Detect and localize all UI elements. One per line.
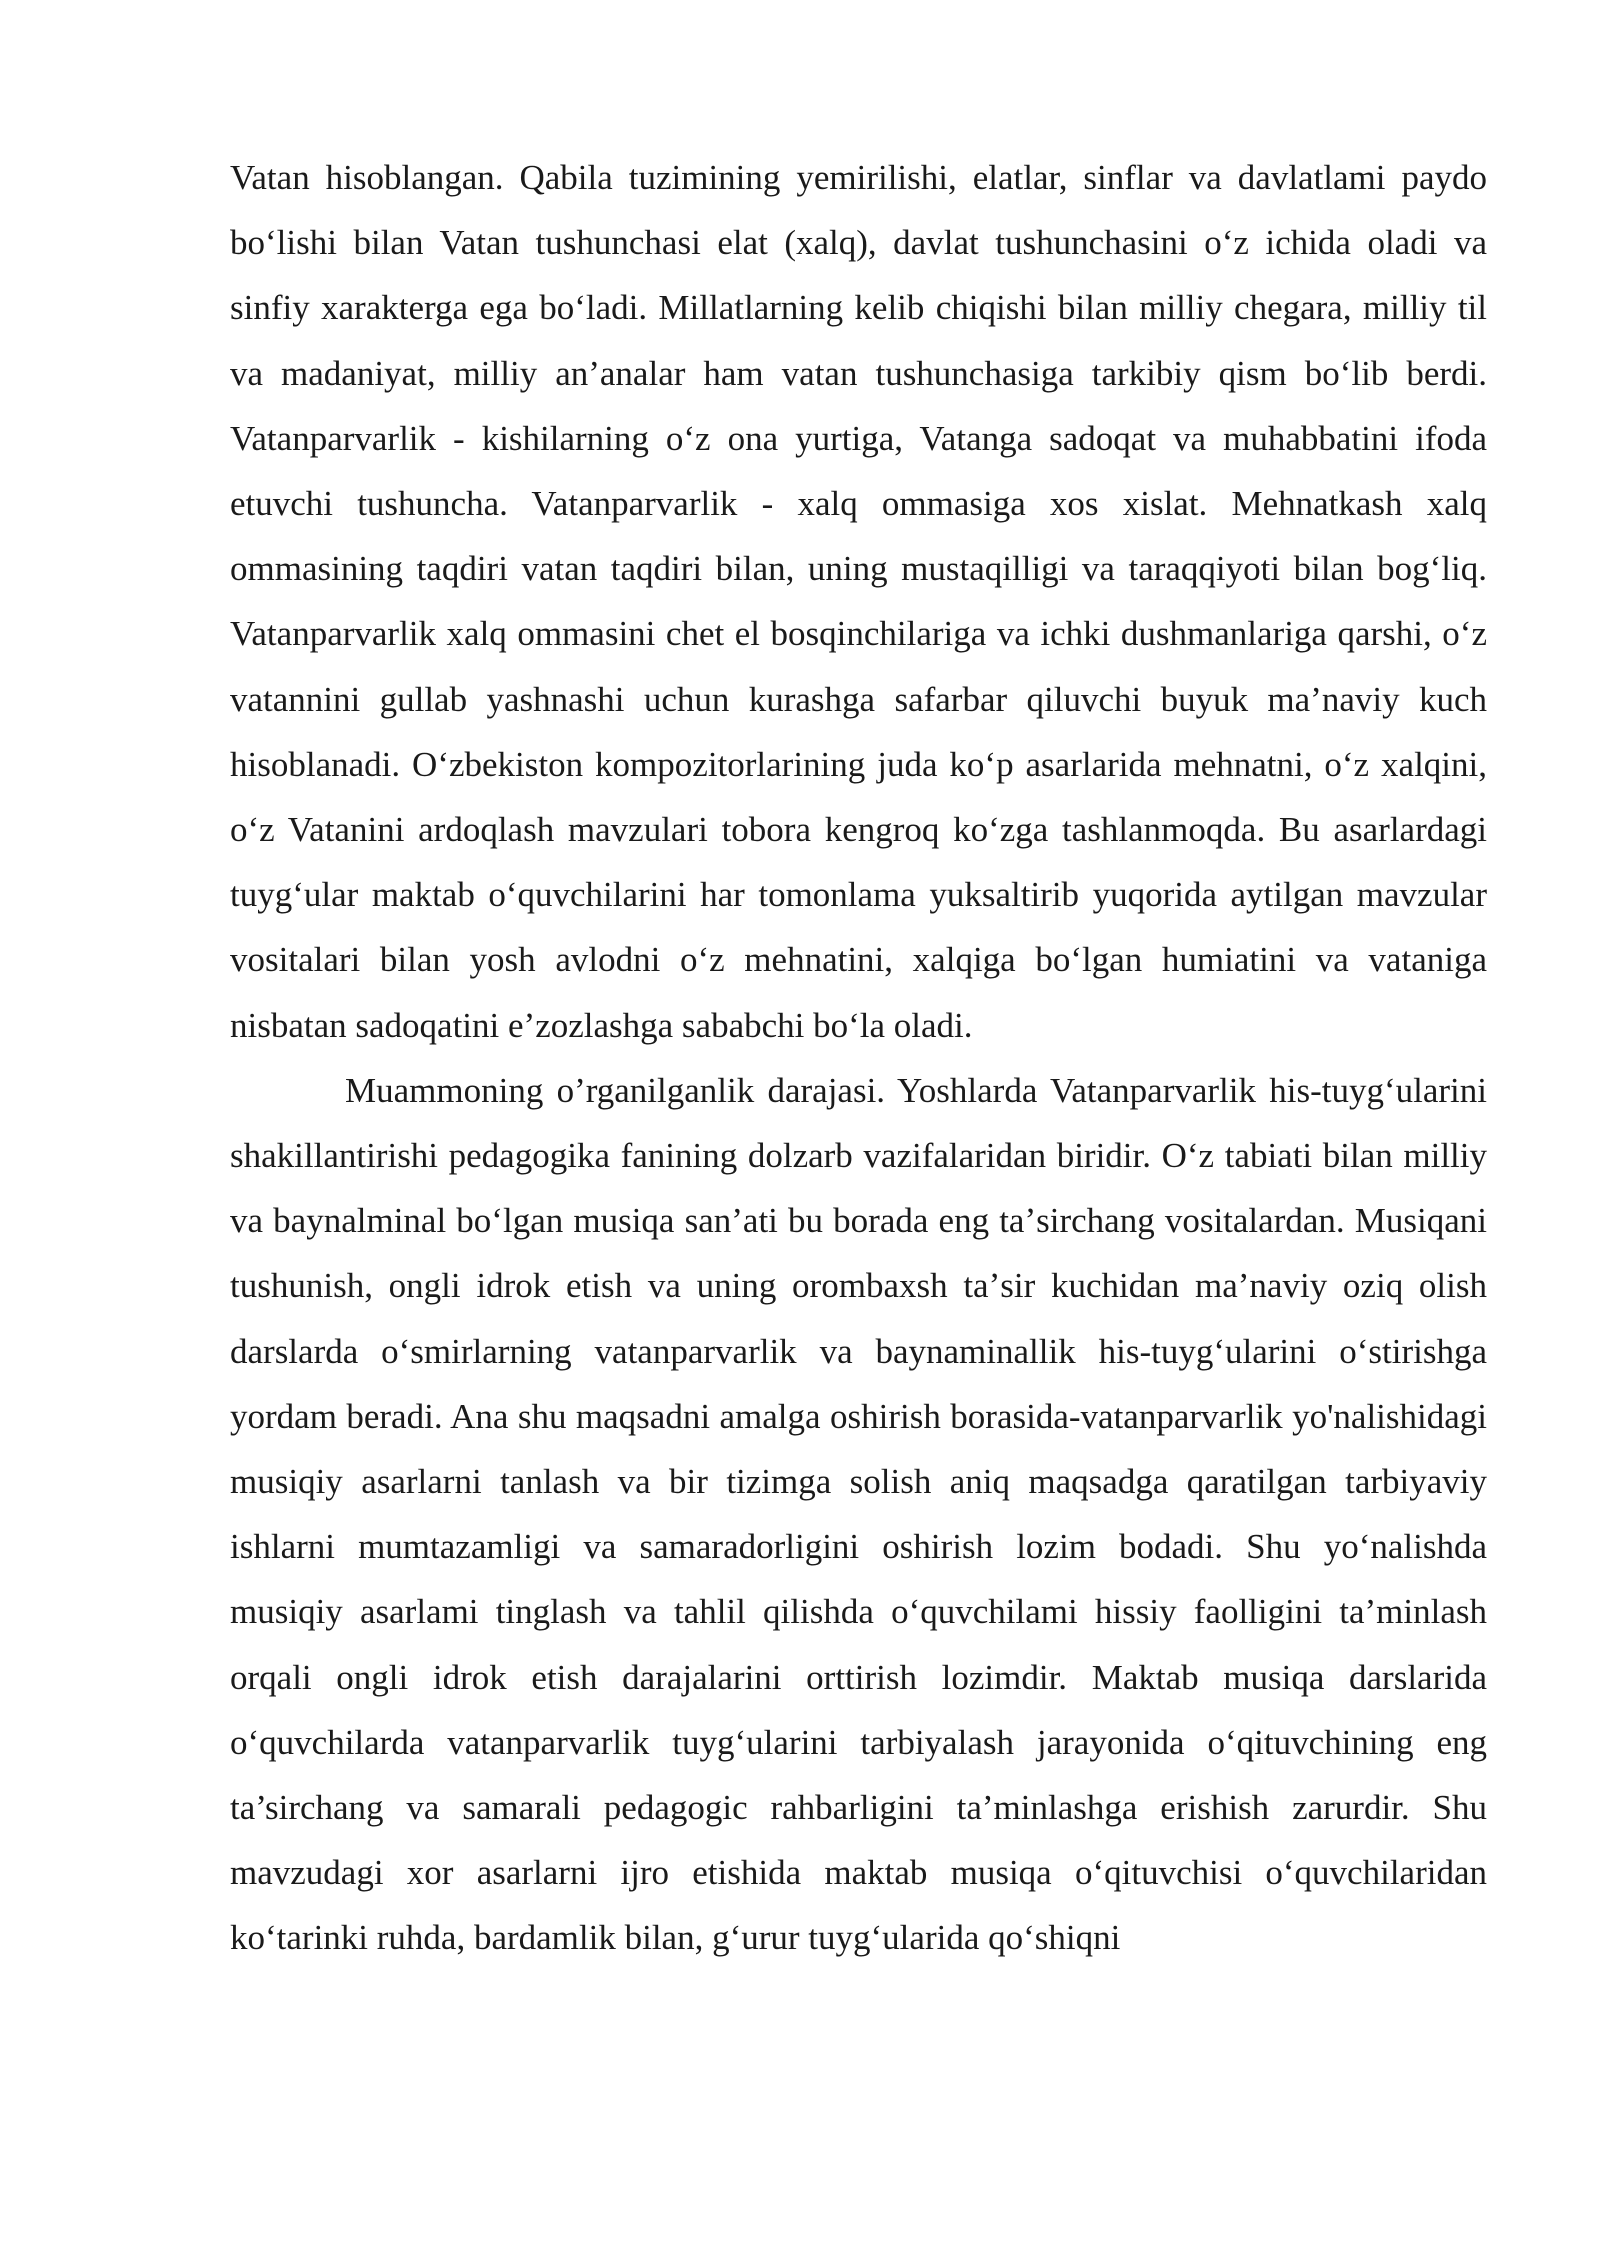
paragraph-muammo: Muammoning o’rganilganlik darajasi. Yoshlarda Vatanparvarlik his-tuygʻularini shakillantirishi pedagogika fanining dolzarb vazifalaridan biridir. Oʻz tabiati bilan milliy va baynalminal boʻlgan musiqa san’ati bu borada eng taʼsirchang vositalardan. Musiqani tushunish, ongli idrok etish va uning orombaxsh taʼsir kuchidan ma’naviy oziq olish darslarda oʻsmirlarning vatanparvarlik va baynaminallik his-tuygʻularini oʻstirishga yordam beradi. Ana shu maqsadni amalga oshirish borasida-vatanparvarlik yo'nalishidagi musiqiy asarlarni tanlash va bir tizimga solish aniq maqsadga qaratilgan tarbiyaviy ishlarni mumtazamligi va samaradorligini oshirish lozim bodadi. Shu yoʻnalishda musiqiy asarlami tinglash va tahlil qilishda oʻquvchilami hissiy faolligini ta’minlash orqali ongli idrok etish darajalarini orttirish lozimdir. Maktab musiqa darslarida oʻquvchilarda vatanparvarlik tuygʻularini tarbiyalash jarayonida oʻqituvchining eng ta’sirchang va samarali pedagogic rahbarligini ta’minlashga erishish zarurdir. Shu mavzudagi xor asarlarni ijro etishida maktab musiqa oʻqituvchisi oʻquvchilaridan koʻtarinki ruhda, bardamlik bilan, gʻurur tuygʻularida qoʻshiqni — [230, 1070, 1487, 1958]
paragraph-vatan: Vatan hisoblangan. Qabila tuzimining yemirilishi, elatlar, sinflar va davlatlami paydo boʻlishi bilan Vatan tushunchasi elat (xalq), davlat tushunchasini oʻz ichida oladi va sinfiy xarakterga ega boʻladi. Millatlarning kelib chiqishi bilan milliy chegara, milliy til va madaniyat, milliy an’analar ham vatan tushunchasiga tarkibiy qism boʻlib berdi. Vatanparvarlik - kishilarning oʻz ona yurtiga, Vatanga sadoqat va muhabbatini ifoda etuvchi tushuncha. Vatanparvarlik - xalq ommasiga xos xislat. Mehnatkash xalq ommasining taqdiri vatan taqdiri bilan, uning mustaqilligi va taraqqiyoti bilan bogʻliq. Vatanparvarlik xalq ommasini chet el bosqinchilariga va ichki dushmanlariga qarshi, oʻz vatannini gullab yashnashi uchun kurashga safarbar qiluvchi buyuk ma’naviy kuch hisoblanadi. Oʻzbekiston kompozitorlarining juda koʻp asarlarida mehnatni, oʻz xalqini, oʻz Vatanini ardoqlash mavzulari tobora kengroq koʻzga tashlanmoqda. Bu asarlardagi tuygʻular maktab oʻquvchilarini har tomonlama yuksaltirib yuqorida aytilgan mavzular vositalari bilan yosh avlodni oʻz mehnatini, xalqiga boʻlgan humiatini va vataniga nisbatan sadoqatini eʼzozlashga sababchi boʻla oladi. — [230, 158, 1487, 1045]
body-text — [230, 145, 1487, 1971]
